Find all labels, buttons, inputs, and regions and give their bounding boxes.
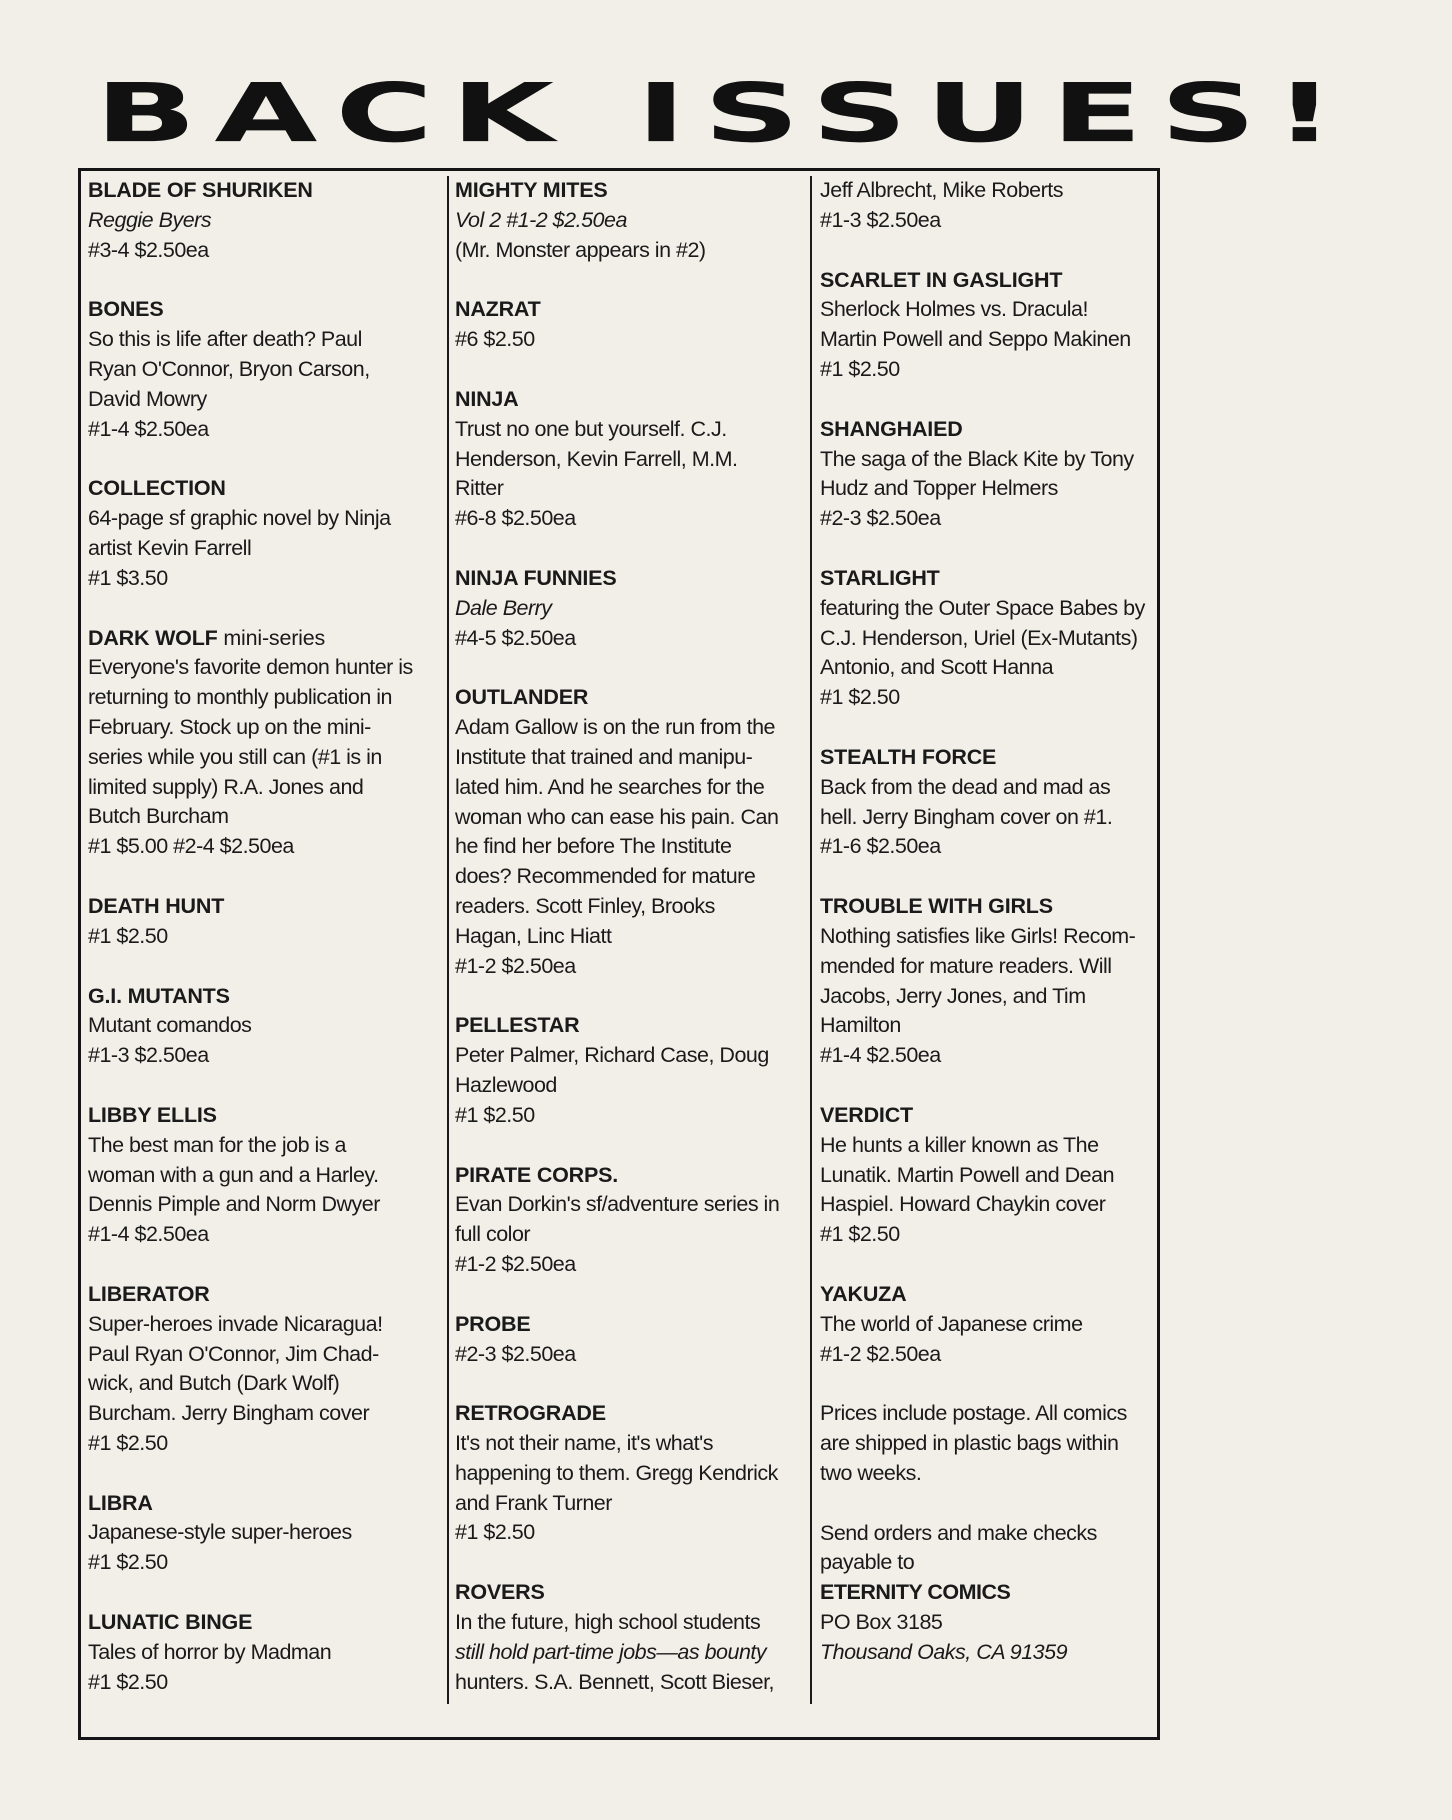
listing-column-3 [820,176,1154,1698]
issue-text-line: Butch Burcham [88,804,229,829]
issue-entry [820,1519,1154,1668]
issue-title-text: PIRATE CORPS. [455,1162,619,1187]
issue-title [455,564,807,594]
issue-title-text: DARK WOLF [88,625,218,650]
listing-column-2 [455,176,807,1727]
issue-title [455,1161,807,1191]
issue-text-line: mended for mature readers. Will [820,953,1112,978]
issue-title [88,1101,446,1131]
issue-text-line: #1-2 $2.50ea [455,1251,576,1276]
issue-title-suffix: mini-series [217,625,326,650]
issue-text-line: featuring the Outer Space Babes by [820,595,1145,620]
issue-title-text: OUTLANDER [455,685,589,710]
issue-text-line: Super-heroes invade Nicaragua! [88,1311,383,1336]
issue-title-text: BLADE OF SHURIKEN [88,178,313,202]
issue-text-line: The best man for the job is a [88,1132,346,1157]
issue-entry [820,1399,1154,1488]
issue-text-line: #1 $2.50 [88,923,168,948]
issue-text-line: #3-4 $2.50ea [88,237,209,262]
issue-title-text: YAKUZA [820,1281,907,1306]
issue-text-line: Ritter [455,476,504,501]
issue-text-line: #2-3 $2.50ea [820,506,941,531]
issue-text-line: Paul Ryan O'Connor, Jim Chad- [88,1341,379,1366]
issue-title-text: LIBRA [88,1490,153,1515]
issue-text-line: Mutant comandos [88,1013,252,1038]
issue-text-line: Vol 2 #1-2 $2.50ea [455,207,627,232]
issue-text-line: payable to [820,1550,915,1575]
issue-title-text: SCARLET IN GASLIGHT [820,267,1063,292]
issue-title [88,1608,446,1638]
issue-text-line: #1 $5.00 #2-4 $2.50ea [88,834,294,859]
column-divider [447,176,449,1704]
issue-text-line: The world of Japanese crime [820,1311,1083,1336]
issue-title-text: RETROGRADE [455,1401,606,1426]
issue-text-line: readers. Scott Finley, Brooks [455,893,715,918]
issue-text-line: Everyone's favorite demon hunter is [88,655,413,680]
issue-text-line: Hazlewood [455,1072,557,1097]
issue-text-line: #1-2 $2.50ea [820,1341,941,1366]
issue-entry [455,295,807,355]
issue-text-line: limited supply) R.A. Jones and [88,774,364,799]
issue-text-line: Prices include postage. All comics [820,1401,1127,1426]
issue-text-line: #1-3 $2.50ea [820,207,941,232]
issue-entry [455,176,807,265]
issue-title [88,295,446,325]
issue-title-text: LIBERATOR [88,1281,210,1306]
issue-title [88,1489,446,1519]
issue-text-line: ETERNITY COMICS [820,1580,1011,1605]
issue-text-line: #1 $2.50 [455,1102,535,1127]
issue-entry [88,474,446,593]
issue-title [820,743,1154,773]
issue-text-line: February. Stock up on the mini- [88,714,371,739]
issue-title [455,683,807,713]
issue-text-line: Sherlock Holmes vs. Dracula! [820,297,1088,322]
issue-title-text: LIBBY ELLIS [88,1102,217,1127]
issue-text-line: #2-3 $2.50ea [455,1341,576,1366]
listing-column-1 [88,176,446,1727]
issue-text-line: Ryan O'Connor, Bryon Carson, [88,356,370,381]
issue-text-line: Reggie Byers [88,207,212,232]
issue-title-text: NAZRAT [455,297,541,322]
issue-title [88,474,446,504]
issue-title [820,415,1154,445]
issue-text-line: Lunatik. Martin Powell and Dean [820,1162,1115,1187]
issue-text-line: #1-3 $2.50ea [88,1043,209,1068]
issue-title-text: MIGHTY MITES [455,178,608,202]
issue-entry [88,1608,446,1697]
page-title: BACK ISSUES! [95,65,1353,161]
issue-text-line: C.J. Henderson, Uriel (Ex-Mutants) [820,625,1138,650]
issue-text-line: Hamilton [820,1013,901,1038]
issue-title [820,1280,1154,1310]
issue-text-line: #1 $2.50 [820,356,900,381]
issue-title-text: STARLIGHT [820,565,940,590]
issue-title [455,176,807,206]
issue-text-line: lated him. And he searches for the [455,774,765,799]
issue-text-line: Adam Gallow is on the run from the [455,715,775,740]
issue-title-text: VERDICT [820,1102,913,1127]
issue-text-line: Haspiel. Howard Chaykin cover [820,1192,1106,1217]
issue-entry [455,1399,807,1548]
issue-entry [455,683,807,981]
issue-title [455,1011,807,1041]
issue-text-line: #1 $2.50 [88,1550,168,1575]
issue-title [820,892,1154,922]
issue-text-line: woman who can ease his pain. Can [455,804,779,829]
issue-text-line: woman with a gun and a Harley. [88,1162,379,1187]
issue-text-line: Japanese-style super-heroes [88,1520,352,1545]
issue-entry [88,892,446,952]
issue-text-line: Burcham. Jerry Bingham cover [88,1401,370,1426]
issue-title-text: BONES [88,297,164,322]
issue-title [88,624,446,654]
issue-text-line: It's not their name, it's what's [455,1431,714,1456]
issue-text-line: Tales of horror by Madman [88,1639,332,1664]
issue-entry [820,564,1154,713]
issue-text-line: still hold part-time jobs—as bounty [455,1639,767,1664]
issue-title-text: ROVERS [455,1580,545,1605]
issue-title [88,892,446,922]
issue-text-line: he find her before The Institute [455,834,732,859]
issue-text-line: So this is life after death? Paul [88,327,362,352]
issue-text-line: Henderson, Kevin Farrell, M.M. [455,446,738,471]
issue-title-text: PELLESTAR [455,1013,580,1038]
issue-text-line: Nothing satisfies like Girls! Recom- [820,923,1136,948]
issue-text-line: #1 $2.50 [88,1669,168,1694]
issue-title-text: G.I. MUTANTS [88,983,230,1008]
issue-text-line: Peter Palmer, Richard Case, Doug [455,1043,769,1068]
issue-title-text: STEALTH FORCE [820,744,997,769]
issue-entry [88,624,446,862]
issue-title [455,295,807,325]
issue-entry [820,176,1154,236]
issue-title [820,266,1154,296]
issue-text-line: (Mr. Monster appears in #2) [455,237,706,262]
issue-text-line: PO Box 3185 [820,1610,943,1635]
issue-text-line: In the future, high school students [455,1610,761,1635]
issue-entry [88,295,446,444]
issue-title-text: TROUBLE WITH GIRLS [820,894,1053,919]
issue-text-line: happening to them. Gregg Kendrick [455,1460,778,1485]
issue-title [820,564,1154,594]
issue-text-line: #1 $2.50 [88,1430,168,1455]
issue-title-text: NINJA FUNNIES [455,565,617,590]
issue-text-line: #1 $2.50 [455,1520,535,1545]
issue-entry [455,385,807,534]
issue-text-line: Dennis Pimple and Norm Dwyer [88,1192,380,1217]
issue-entry [820,1280,1154,1369]
issue-text-line: artist Kevin Farrell [88,535,252,560]
issue-text-line: #1-2 $2.50ea [455,953,576,978]
issue-title-text: DEATH HUNT [88,893,225,918]
issue-text-line: Thousand Oaks, CA 91359 [820,1639,1068,1664]
issue-text-line: does? Recommended for mature [455,864,756,889]
issue-text-line: #1 $2.50 [820,685,900,710]
issue-text-line: #6-8 $2.50ea [455,506,576,531]
issue-text-line: returning to monthly publication in [88,685,392,710]
issue-text-line: David Mowry [88,386,207,411]
issue-text-line: series while you still can (#1 is in [88,744,382,769]
issue-title-text: LUNATIC BINGE [88,1610,253,1635]
issue-title [88,1280,446,1310]
issue-text-line: The saga of the Black Kite by Tony [820,446,1134,471]
issue-text-line: Antonio, and Scott Hanna [820,655,1054,680]
issue-title [455,1578,807,1608]
column-divider [810,176,812,1704]
issue-text-line: 64-page sf graphic novel by Ninja [88,506,391,531]
issue-text-line: Send orders and make checks [820,1520,1097,1545]
issue-title-text: SHANGHAIED [820,416,963,441]
issue-title [88,176,446,206]
issue-text-line: He hunts a killer known as The [820,1132,1099,1157]
issue-text-line: #1-6 $2.50ea [820,834,941,859]
issue-entry [455,1310,807,1370]
issue-text-line: wick, and Butch (Dark Wolf) [88,1371,340,1396]
issue-entry [88,1101,446,1250]
issue-entry [88,982,446,1071]
issue-entry [820,415,1154,534]
issue-text-line: Jacobs, Jerry Jones, and Tim [820,983,1086,1008]
issue-entry [820,266,1154,385]
issue-entry [455,564,807,653]
issue-text-line: hell. Jerry Bingham cover on #1. [820,804,1113,829]
issue-text-line: #1-4 $2.50ea [88,416,209,441]
issue-entry [88,1280,446,1459]
issue-text-line: Hagan, Linc Hiatt [455,923,612,948]
issue-title [88,982,446,1012]
issue-entry [455,1011,807,1130]
issue-text-line: Martin Powell and Seppo Makinen [820,327,1131,352]
issue-text-line: two weeks. [820,1460,922,1485]
issue-text-line: #1 $3.50 [88,565,168,590]
issue-title-text: COLLECTION [88,476,226,501]
issue-entry [820,743,1154,862]
issue-title [455,385,807,415]
issue-title [455,1310,807,1340]
issue-text-line: and Frank Turner [455,1490,612,1515]
issue-text-line: #1 $2.50 [820,1222,900,1247]
issue-text-line: Hudz and Topper Helmers [820,476,1058,501]
issue-text-line: #6 $2.50 [455,327,535,352]
issue-entry [455,1578,807,1697]
issue-text-line: Back from the dead and mad as [820,774,1111,799]
issue-text-line: #1-4 $2.50ea [88,1222,209,1247]
issue-text-line: Trust no one but yourself. C.J. [455,416,727,441]
issue-title [820,1101,1154,1131]
issue-text-line: hunters. S.A. Bennett, Scott Bieser, [455,1669,775,1694]
issue-text-line: full color [455,1222,531,1247]
issue-entry [455,1161,807,1280]
issue-text-line: #1-4 $2.50ea [820,1043,941,1068]
issue-title-text: NINJA [455,386,519,411]
issue-title [455,1399,807,1429]
issue-text-line: are shipped in plastic bags within [820,1431,1119,1456]
issue-text-line: Evan Dorkin's sf/adventure series in [455,1192,780,1217]
issue-text-line: #4-5 $2.50ea [455,625,576,650]
issue-text-line: Dale Berry [455,595,552,620]
issue-entry [820,892,1154,1071]
issue-entry [88,1489,446,1578]
issue-text-line: Institute that trained and manipu- [455,744,753,769]
issue-text-line: Jeff Albrecht, Mike Roberts [820,178,1064,202]
issue-title-text: PROBE [455,1311,531,1336]
issue-entry [88,176,446,265]
issue-entry [820,1101,1154,1250]
